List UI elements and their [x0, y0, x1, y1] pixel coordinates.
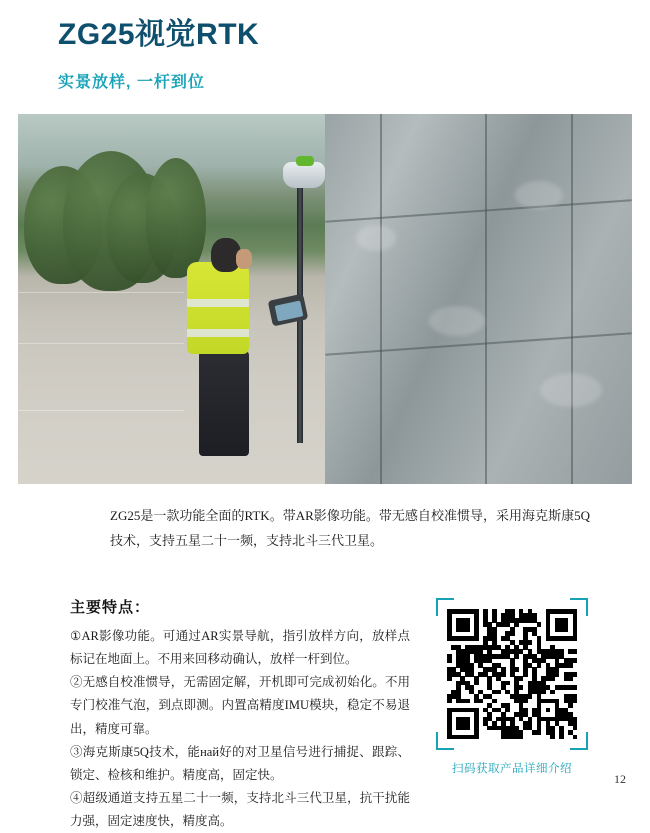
qr-module [447, 699, 452, 704]
qr-module [537, 663, 542, 668]
hero-background-wall [325, 114, 632, 484]
qr-module [573, 726, 578, 731]
qr-module [568, 663, 573, 668]
features-heading: 主要特点： [70, 600, 151, 616]
qr-module [501, 672, 506, 677]
qr-module [555, 672, 560, 677]
plaza-line [18, 410, 184, 411]
qr-module [505, 681, 510, 686]
qr-module [573, 649, 578, 654]
wall-seam [485, 114, 487, 484]
qr-module [573, 658, 578, 663]
wall-seam [571, 114, 573, 484]
qr-module [573, 699, 578, 704]
qr-module [474, 636, 479, 641]
qr-module [559, 735, 564, 740]
wall-texture [356, 225, 396, 251]
qr-module [523, 672, 528, 677]
vest-stripe [187, 299, 249, 307]
qr-block [436, 598, 588, 776]
qr-module [519, 685, 524, 690]
qr-module [496, 690, 501, 695]
qr-module [447, 676, 452, 681]
wall-texture [429, 306, 485, 336]
qr-module [465, 699, 470, 704]
qr-module [568, 703, 573, 708]
feature-item: ③海克斯康5Q技术，能най好的对卫星信号进行捕捉、跟踪、锁定、检核和维护。精度高，固定快。 [70, 744, 410, 782]
qr-module [519, 735, 524, 740]
qr-module [447, 658, 452, 663]
features-section [70, 596, 410, 833]
qr-module [519, 676, 524, 681]
page-header [0, 0, 650, 92]
qr-module [550, 690, 555, 695]
qr-module [573, 735, 578, 740]
qr-module [541, 690, 546, 695]
qr-module [505, 708, 510, 713]
wall-seam [325, 199, 631, 222]
qr-module [550, 735, 555, 740]
page-subtitle: 实景放样, 一杆到位 [58, 74, 205, 91]
qr-module [478, 699, 483, 704]
feature-item: ①AR影像功能。可通过AR实景导航，指引放样方向，放样点标记在地面上。不用来回移动确认，放样一杆到位。 [70, 629, 410, 667]
qr-module [528, 694, 533, 699]
page-number: 12 [614, 772, 626, 786]
qr-code-image[interactable] [447, 609, 577, 739]
qr-module [564, 627, 569, 632]
qr-module [537, 730, 542, 735]
qr-module [546, 708, 551, 713]
qr-module [465, 627, 470, 632]
product-caption: ZG25是一款功能全面的RTK。带AR影像功能。带无感自校准惯导，采用海克斯康5Q技术，支持五星二十一频，支持北斗三代卫星。 [110, 508, 590, 548]
tree-decoration [146, 158, 206, 278]
qr-module [514, 654, 519, 659]
plaza-line [18, 343, 184, 344]
qr-module [474, 735, 479, 740]
qr-module [492, 699, 497, 704]
qr-module [523, 699, 528, 704]
wall-texture [515, 181, 563, 209]
wall-texture [540, 373, 602, 407]
qr-module [474, 681, 479, 686]
surveyor-legs [199, 351, 249, 456]
feature-item: ④超级通道支持五星二十一频，支持北斗三代卫星，抗干扰能力强，固定速度快，精度高。 [70, 790, 410, 828]
qr-caption: 扫码获取产品详细介绍 [452, 763, 572, 775]
qr-module [465, 726, 470, 731]
qr-module [573, 636, 578, 641]
qr-module [528, 640, 533, 645]
vest-stripe [187, 329, 249, 337]
rtk-antenna-top [296, 156, 314, 166]
qr-frame [436, 598, 588, 750]
wall-seam [380, 114, 382, 484]
feature-item: ②无感自校准惯导，无需固定解，开机即可完成初始化。不用专门校准气泡，到点即测。内置高精度IMU模块，稳定不易退出，精度可靠。 [70, 675, 410, 736]
page-title: ZG25视觉RTK [58, 18, 260, 51]
qr-module [510, 631, 515, 636]
qr-module [573, 672, 578, 677]
wall-seam [325, 333, 631, 356]
surveyor-face [236, 249, 252, 269]
qr-module [550, 676, 555, 681]
surveyor-vest [187, 262, 249, 354]
qr-module [568, 676, 573, 681]
hero-image [18, 114, 632, 484]
qr-module [514, 667, 519, 672]
qr-module [537, 622, 542, 627]
qr-module [573, 685, 578, 690]
plaza-line [18, 292, 184, 293]
qr-module [514, 622, 519, 627]
